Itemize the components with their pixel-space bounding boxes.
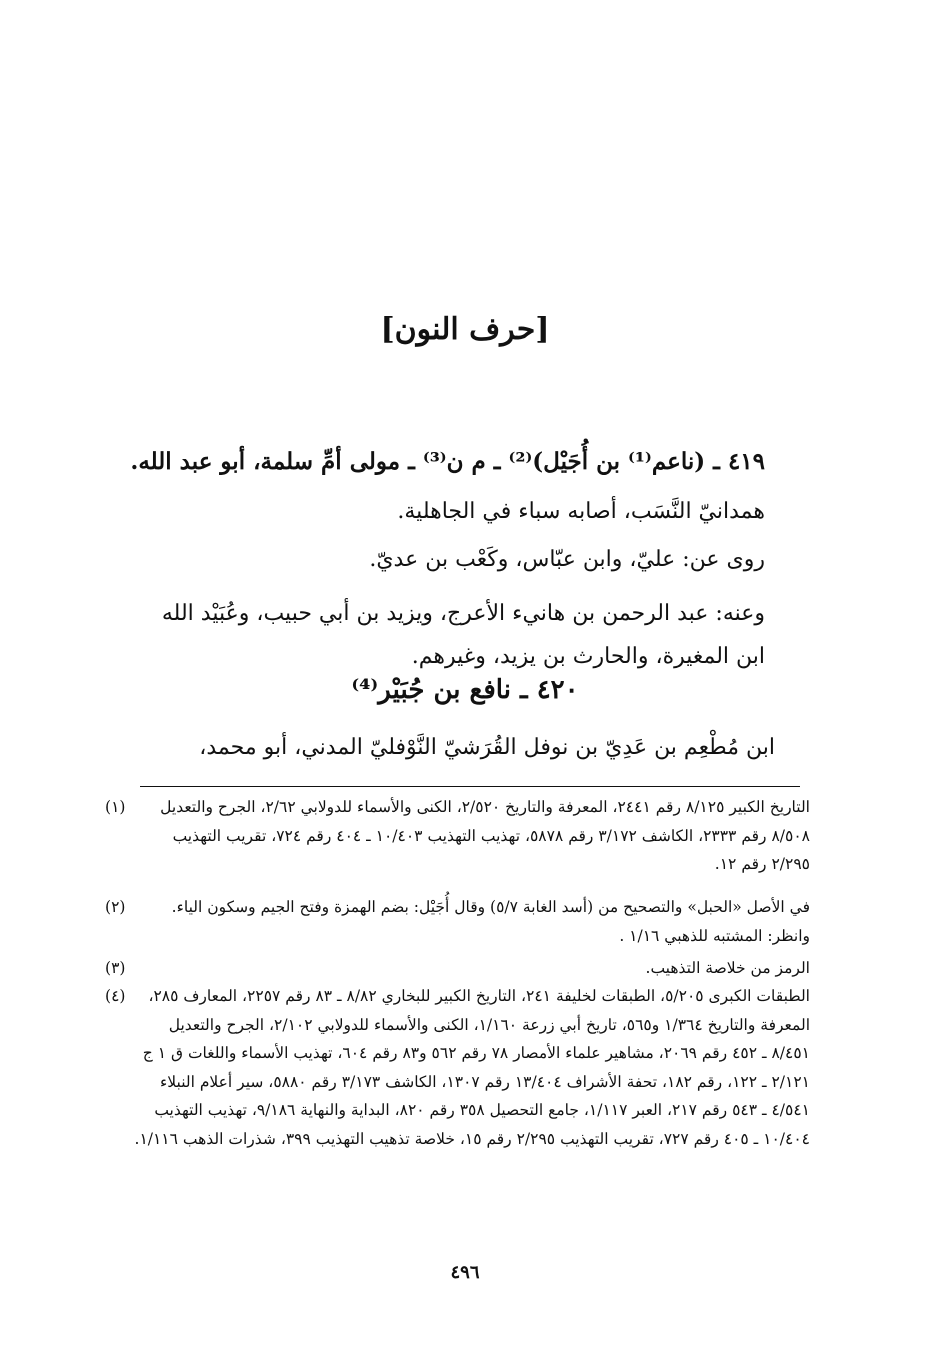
- footnote-number: (١): [105, 798, 126, 816]
- entry-419-lineage-line: همدانيّ النَّسَب، أصابه سباء في الجاهلية.: [397, 499, 765, 524]
- footnote-text: الطبقات الكبرى ٥/٢٠٥، الطبقات لخليفة ٢٤١، التاريخ الكبير للبخاري ٨/٨٢ ـ ٨٣ رقم ٢٢٥٧، المعارف ٢٨٥، المعرفة والتاريخ ١/٣٦٤ و٥٦٥، تاريخ أبي زرعة ١/١٦٠، الكنى والأسماء للدولابي ٢/١٠٢، الجرح والتعديل ٨/٤٥١ ـ ٤٥٢ رقم ٢٠٦٩، مشاهير علماء الأمصار ٧٨ رقم ٥٦٢ و٨٣ رقم ٦٠٤، تهذيب الأسماء واللغات ق ١ ج ٢/١٢١ ـ ١٢٢، رقم ١٨٢، تحفة الأشراف ١٣/٤٠٤ رقم ١٣٠٧، الكاشف ٣/١٧٣ رقم ٥٨٨٠، سير أعلام النبلاء ٤/٥٤١ ـ ٥٤٣ رقم ٢١٧، العبر ١/١١٧، جامع التحصيل ٣٥٨ رقم ٨٢٠، البداية والنهاية ٩/١٨٦، تهذيب التهذيب ١٠/٤٠٤ ـ ٤٠٥ رقم ٧٢٧، تقريب التهذيب ٢/٢٩٥ رقم ١٥، خلاصة تذهيب التهذيب ٣٩٩، شذرات الذهب ١/١١٦.: [134, 987, 810, 1148]
- footnote-4: [105, 982, 810, 1153]
- page-number: ٤٩٦: [450, 1262, 480, 1283]
- entry-420-lineage-line: ابن مُطْعِم بن عَدِيّ بن نوفل القُرَشيّ النَّوْفليّ المدني، أبو محمد،: [199, 735, 775, 760]
- footnote-number: (٤): [105, 987, 126, 1005]
- footnote-number: (٢): [105, 898, 126, 916]
- entry-419-heading-line: ٤١٩ ـ (ناعم⁽¹⁾ بن أُجَيْل)⁽²⁾ ـ م ن⁽³⁾ ـ مولى أمِّ سلمة، أبو عبد الله.: [130, 448, 765, 475]
- footnote-text: الرمز من خلاصة التذهيب.: [645, 959, 810, 977]
- footnote-3: [105, 954, 810, 983]
- footnote-text: التاريخ الكبير ٨/١٢٥ رقم ٢٤٤١، المعرفة والتاريخ ٢/٥٢٠، الكنى والأسماء للدولابي ٢/٦٢، الجرح والتعديل ٨/٥٠٨ رقم ٢٣٣٣، الكاشف ٣/١٧٢ رقم ٥٨٧٨، تهذيب التهذيب ١٠/٤٠٣ ـ ٤٠٤ رقم ٧٢٤، تقريب التهذيب ٢/٢٩٥ رقم ١٢.: [160, 798, 810, 873]
- footnote-separator: [140, 786, 800, 787]
- footnote-1: [105, 793, 810, 879]
- entry-419-narrators-continued-line: ابن المغيرة، والحارث بن يزيد، وغيرهم.: [411, 644, 765, 669]
- entry-420-heading: ٤٢٠ ـ نافع بن جُبَيْر⁽⁴⁾: [351, 675, 579, 705]
- footnote-text: في الأصل «الحبل» والتصحيح من (أسد الغابة ٥/٧) وقال أُجَيْل: بضم الهمزة وفتح الجيم وسكون الياء. وانظر: المشتبه للذهبي ١/١٦ .: [171, 898, 810, 945]
- entry-419-narrators-line: وعنه: عبد الرحمن بن هانيء الأعرج، ويزيد بن أبي حبيب، وعُبَيْد الله: [161, 601, 765, 626]
- footnote-number: (٣): [105, 959, 126, 977]
- entry-419-narrated-from-line: روى عن: عليّ، وابن عبّاس، وكَعْب بن عديّ.: [369, 547, 765, 572]
- footnote-2: [105, 893, 810, 950]
- chapter-heading: [حرف النون]: [380, 312, 550, 347]
